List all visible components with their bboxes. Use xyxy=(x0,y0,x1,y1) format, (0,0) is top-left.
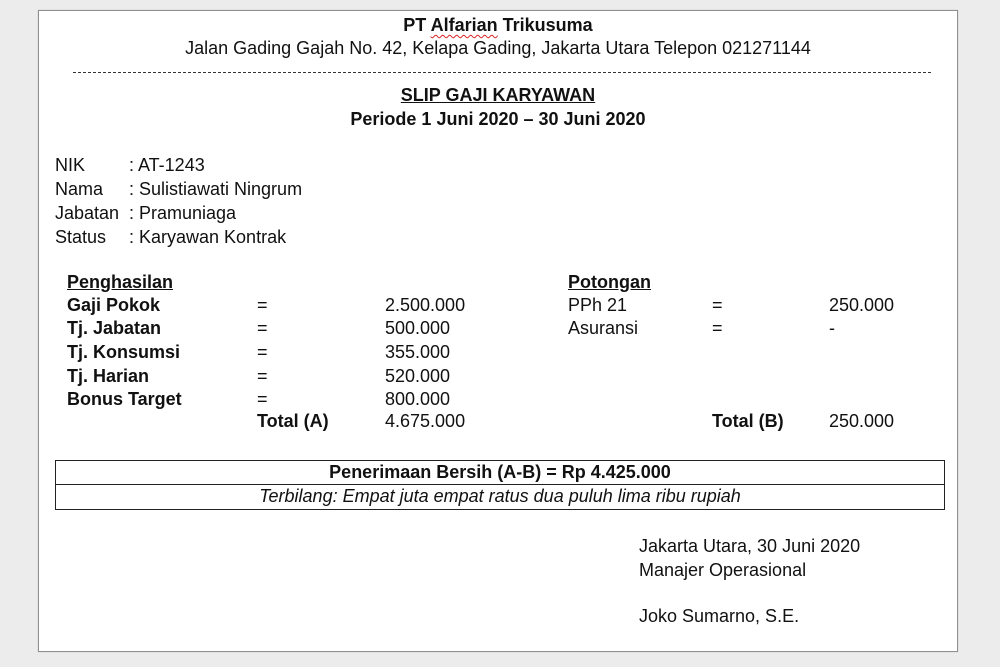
deduction-value: 250.000 xyxy=(829,295,895,315)
income-heading: Penghasilan xyxy=(67,272,174,292)
signature-position: Manajer Operasional xyxy=(639,560,807,580)
signature-place-date: Jakarta Utara, 30 Juni 2020 xyxy=(639,536,861,556)
employee-name: Nama : Sulistiawati Ningrum xyxy=(55,179,303,199)
deduction-heading: Potongan xyxy=(568,272,651,292)
deduction-total-value: 250.000 xyxy=(829,411,895,431)
income-total-value: 4.675.000 xyxy=(385,411,466,431)
income-total-label: Total (A) xyxy=(257,411,329,431)
deduction-eq: = xyxy=(712,318,723,338)
company-address: Jalan Gading Gajah No. 42, Kelapa Gading, Jakarta Utara Telepon 021271144 xyxy=(185,38,811,58)
salary-slip-document xyxy=(38,10,958,652)
net-pay-in-words: Terbilang: Empat juta empat ratus dua puluh lima ribu rupiah xyxy=(259,486,741,506)
income-eq: = xyxy=(257,389,268,409)
income-value: 520.000 xyxy=(385,366,451,386)
deduction-label: PPh 21 xyxy=(568,295,628,315)
company-name: PT Alfarian Trikusuma xyxy=(403,15,593,35)
deduction-value: - xyxy=(829,318,835,338)
income-label: Tj. Konsumsi xyxy=(67,342,181,362)
income-label: Tj. Jabatan xyxy=(67,318,162,338)
income-value: 500.000 xyxy=(385,318,451,338)
slip-title: SLIP GAJI KARYAWAN xyxy=(400,85,596,105)
box-divider xyxy=(56,484,944,485)
deduction-label: Asuransi xyxy=(568,318,639,338)
income-value: 800.000 xyxy=(385,389,451,409)
deduction-eq: = xyxy=(712,295,723,315)
income-value: 355.000 xyxy=(385,342,451,362)
income-label: Tj. Harian xyxy=(67,366,150,386)
income-eq: = xyxy=(257,318,268,338)
net-pay: Penerimaan Bersih (A-B) = Rp 4.425.000 xyxy=(329,462,671,482)
income-label: Gaji Pokok xyxy=(67,295,161,315)
income-value: 2.500.000 xyxy=(385,295,466,315)
income-eq: = xyxy=(257,366,268,386)
signature-name: Joko Sumarno, S.E. xyxy=(639,606,800,626)
income-eq: = xyxy=(257,295,268,315)
slip-period: Periode 1 Juni 2020 – 30 Juni 2020 xyxy=(350,109,646,129)
net-pay-box xyxy=(55,460,945,510)
deduction-total-label: Total (B) xyxy=(712,411,784,431)
employee-nik: NIK : AT-1243 xyxy=(55,155,205,175)
employee-position: Jabatan : Pramuniaga xyxy=(55,203,237,223)
dashed-divider xyxy=(73,72,931,73)
employee-status: Status : Karyawan Kontrak xyxy=(55,227,287,247)
spellcheck-word: Alfarian xyxy=(430,15,498,35)
income-eq: = xyxy=(257,342,268,362)
income-label: Bonus Target xyxy=(67,389,182,409)
